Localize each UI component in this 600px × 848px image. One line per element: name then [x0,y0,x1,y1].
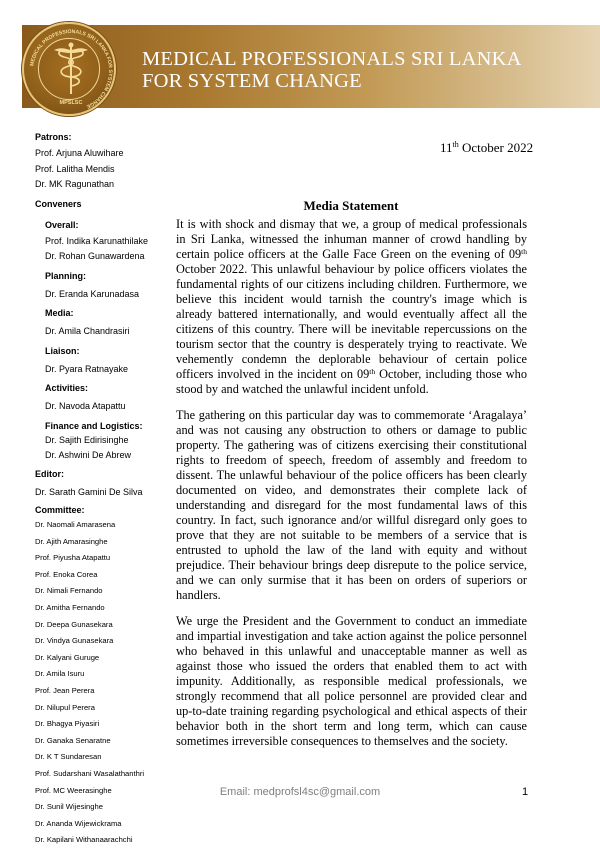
paragraph-1: It is with shock and dismay that we, a group of medical professionals in Sri Lanka, witnessed the inhuman manner of crowd handling by certain police officers at the Galle Face Green on the evening of 09th October 2022. This unlawful behaviour by police officers violates the fundamental rights of our citizens including children. Furthermore, we believe this incident would tarnish the country's image which is already battered internationally, and would eventually affect all the citizens of this country. There will be inevitable repercussions on the tourism sector that the country is desperately trying to reactivate. We vehemently condemn the deplorable behaviour of certain police officers involved in the incident on 09th October, including those who stood by and watched the unlawful incident unfold. [176,217,527,396]
convener-name: Prof. Indika Karunathilake [45,235,149,246]
date-month-year: October 2022 [458,140,534,155]
statement-date [440,140,533,156]
committee-member: Dr. Amitha Fernando [35,602,105,612]
statement-title: Media Statement [303,198,399,213]
media-heading: Media: [45,308,74,318]
committee-member: Dr. Nimali Fernando [35,586,103,596]
editor-heading: Editor: [35,468,64,479]
committee-member: Dr. Deepa Gunasekara [35,619,113,629]
patrons-heading: Patrons: [35,132,72,142]
planning-heading: Planning: [45,270,86,281]
committee-member: Dr. Ananda Wijewickrama [35,818,122,828]
date-day: 11 [440,140,453,155]
date-suffix: th [452,140,459,149]
committee-member: Dr. K T Sundaresan [35,752,102,762]
patron-name: Prof. Lalitha Mendis [35,163,115,174]
committee-member: Dr. Kapilani Withanaarachchi [35,835,133,845]
liaison-heading: Liaison: [45,345,80,356]
paragraph-2: The gathering on this particular day was to commemorate ‘Aragalaya’ and was not causing any obstruction to others or damage to public property. The gathering was of citizens exercising their constitutional rights to freedom of speech, freedom of assembly and freedom to dissent. The unlawful behaviour of the police officers has been clearly documented on video, and demonstrates their complete lack of understanding and disregard for the most fundamental laws of this country. In fact, such ignorance and/or willful disregard only goes to prove that they are not suitable to be members of a service that is entrusted to uphold the law of the land with equity and without prejudice. Their behaviour brings deep disrepute to the police service, and we can only surmise that it has been on orders of superiors or handlers. [176,408,527,602]
committee-member: Dr. Bhagya Piyasiri [35,719,100,729]
logo-ring-text: MEDICAL PROFESSIONALS SRI LANKA FOR SYSTEM CHANGE [29,28,114,110]
committee-list [35,517,175,848]
activities-heading: Activities: [45,383,89,393]
finance-heading: Finance and Logistics: [45,420,143,431]
paragraph-3: We urge the President and the Government to conduct an immediate and impartial investigation and take action against the police personnel who behaved in this unlawful and unacceptable manner as well as against those who issued the orders that enabled them to act with impunity. Additionally, as responsible medical professionals, we strongly recommend that all police personnel are provided clear and up-to-date training regarding psychological and ethical aspects of their behavior both in the short term and long term, which can cause sometimes irreversible consequences to themselves and the society. [176,614,527,748]
committee-member: Prof. MC Weerasinghe [35,785,112,795]
patron-name: Dr. MK Ragunathan [35,179,115,189]
convener-name: Dr. Ashwini De Abrew [45,450,132,460]
caduceus-icon [24,24,118,118]
overall-heading: Overall: [45,219,79,230]
committee-member: Prof. Piyusha Atapattu [35,553,111,563]
convener-name: Dr. Amila Chandrasiri [45,326,130,336]
convener-name: Dr. Sajith Edirisinghe [45,434,129,445]
convener-name: Dr. Eranda Karunadasa [45,288,140,299]
committee-member: Dr. Ganaka Senaratne [35,735,111,745]
statement-body [176,217,527,760]
committee-member: Prof. Sudarshani Wasalathanthri [35,768,145,778]
committee-member: Dr. Ajith Amarasinghe [35,536,108,546]
sidebar [35,132,175,848]
logo-bottom-text: MPSLSC [59,100,83,106]
convener-name: Dr. Navoda Atapattu [45,401,126,411]
page-number: 1 [522,786,529,798]
committee-member: Prof. Enoka Corea [35,569,98,579]
committee-member: Dr. Amila Isuru [35,669,85,679]
organization-title: MEDICAL PROFESSIONALS SRI LANKA FOR SYSTEM CHANGE [142,48,522,92]
convener-name: Dr. Pyara Ratnayake [45,363,129,374]
committee-member: Dr. Nilupul Perera [35,702,95,712]
patron-name: Prof. Arjuna Aluwihare [35,148,124,158]
committee-member: Dr. Sunil Wijesinghe [35,802,103,812]
committee-member: Dr. Vindya Gunasekara [35,636,114,646]
committee-member: Prof. Jean Perera [35,685,95,695]
footer-email: Email: medprofsl4sc@gmail.com [219,786,381,798]
editor-name: Dr. Sarath Gamini De Silva [35,486,143,497]
convener-name: Dr. Rohan Gunawardena [45,251,145,261]
committee-member: Dr. Naomali Amarasena [35,520,116,529]
conveners-heading: Conveners [35,198,82,209]
committee-member: Dr. Kalyani Guruge [35,652,100,662]
committee-heading: Committee: [35,505,85,515]
logo [22,22,116,116]
